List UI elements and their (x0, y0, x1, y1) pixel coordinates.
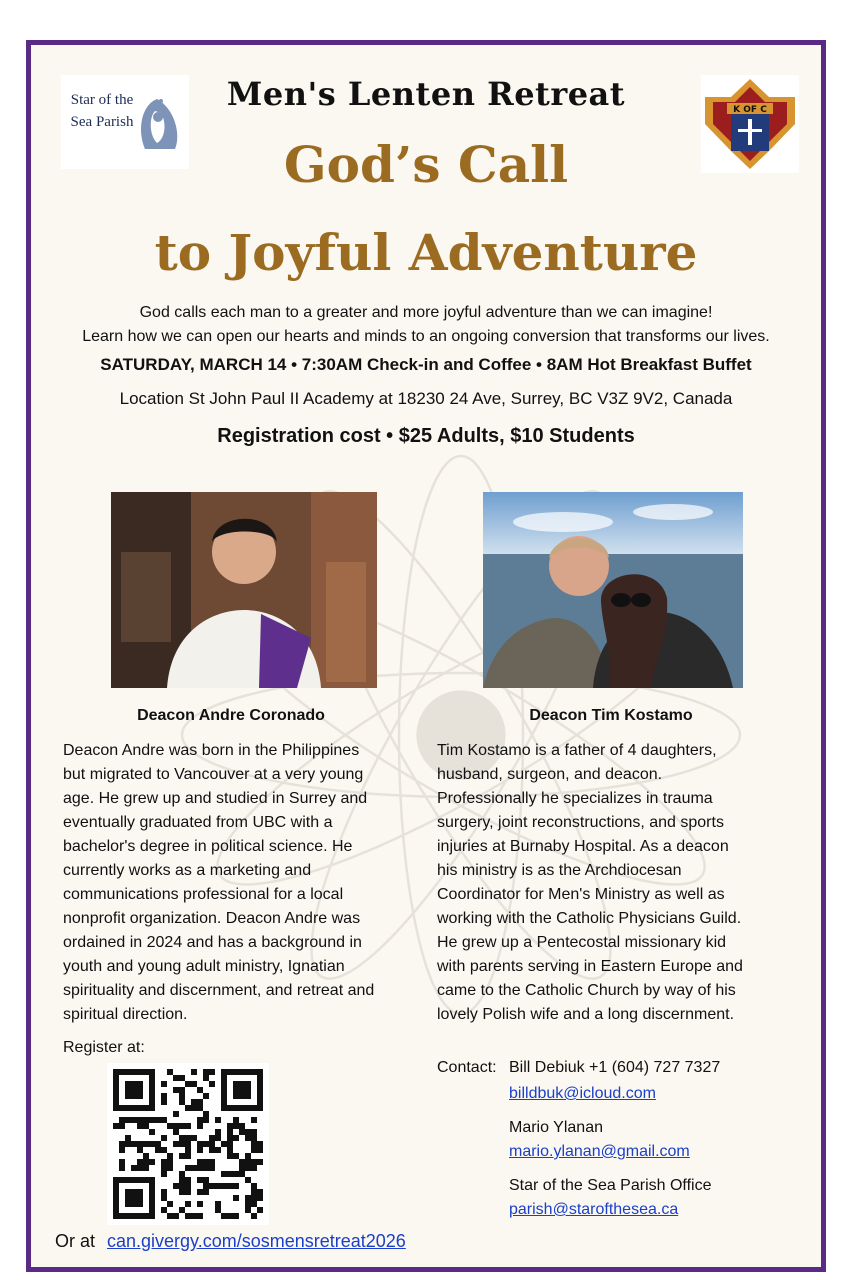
contact-3-name: Star of the Sea Parish Office (509, 1177, 712, 1194)
bio-line: injuries at Burnaby Hospital. As a deacon (437, 838, 729, 855)
contact-1-email-link[interactable]: billdbuk@icloud.com (509, 1085, 656, 1102)
bio-line: He grew up a Pentecostal missionary kid (437, 934, 727, 951)
bio-line: eventually graduated from UBC with a (63, 814, 333, 831)
event-location: Location St John Paul II Academy at 18230 24 Ave, Surrey, BC V3Z 9V2, Canada (119, 389, 733, 408)
photo-tim-kostamo (483, 492, 743, 688)
parish-logo-text: Star of the Sea Parish (70, 92, 134, 130)
speaker-name-andre: Deacon Andre Coronado (137, 707, 325, 724)
bio-line: communications professional for a local (63, 886, 344, 903)
bio-line: age. He grew up and studied in Surrey and (63, 790, 368, 807)
intro-line-2: Learn how we can open our hearts and minds to an ongoing conversion that transforms our lives. (82, 328, 770, 345)
svg-text:K OF C: K OF C (733, 105, 767, 115)
speaker-bio-andre (63, 739, 433, 1027)
bio-line: lovely Polish wife and a long discernment. (437, 1006, 735, 1023)
bio-line: working with the Catholic Physicians Guild. (437, 910, 742, 927)
bio-line: spiritual direction. (63, 1006, 188, 1023)
contact-label: Contact: (437, 1059, 497, 1076)
bio-line: nonprofit organization. Deacon Andre was (63, 910, 361, 927)
qr-code-icon (107, 1063, 269, 1225)
bio-line: Coordinator for Men's Ministry as well as (437, 886, 725, 903)
bio-line: currently works as a marketing and (63, 862, 312, 879)
bio-line: his ministry is as the Archdiocesan (437, 862, 682, 879)
registration-url-link[interactable]: can.givergy.com/sosmensretreat2026 (107, 1231, 406, 1251)
registration-cost: Registration cost • $25 Adults, $10 Students (217, 425, 635, 447)
bio-line: with parents serving in Eastern Europe and (437, 958, 743, 975)
event-date-line: SATURDAY, MARCH 14 • 7:30AM Check-in and Coffee • 8AM Hot Breakfast Buffet (100, 355, 752, 374)
bio-line: but migrated to Vancouver at a very young (63, 766, 364, 783)
contact-3-email-link[interactable]: parish@starofthesea.ca (509, 1201, 679, 1218)
bio-line: spirituality and discernment, and retreat and (63, 982, 375, 999)
retreat-title: Men's Lenten Retreat (226, 75, 626, 113)
subtitle-line-2: to Joyful Adventure (154, 223, 698, 282)
contact-1-name-phone: Bill Debiuk +1 (604) 727 7327 (509, 1059, 721, 1076)
bio-line: Professionally he specializes in trauma (437, 790, 713, 807)
register-label: Register at: (63, 1039, 145, 1056)
speaker-bio-tim (437, 739, 807, 1027)
bio-line: came to the Catholic Church by way of his (437, 982, 736, 999)
bio-line: Deacon Andre was born in the Philippines (63, 742, 360, 759)
contact-2-email-link[interactable]: mario.ylanan@gmail.com (509, 1143, 690, 1160)
bio-line: youth and young adult ministry, Ignatian (63, 958, 345, 975)
bio-line: Tim Kostamo is a father of 4 daughters, (437, 742, 717, 759)
speaker-name-tim: Deacon Tim Kostamo (529, 707, 693, 724)
bio-line: husband, surgeon, and deacon. (437, 766, 663, 783)
bio-line: surgery, joint reconstructions, and sports (437, 814, 724, 831)
registration-qr-code[interactable] (107, 1063, 269, 1225)
bio-line: ordained in 2024 and has a background in (63, 934, 362, 951)
flyer-frame (26, 40, 826, 1272)
contact-2-name: Mario Ylanan (509, 1119, 603, 1136)
or-at-label: Or at (55, 1231, 96, 1251)
subtitle-line-1: God’s Call (283, 135, 569, 194)
photo-andre-coronado (111, 492, 377, 688)
bio-line: bachelor's degree in political science. He (63, 838, 353, 855)
intro-line-1: God calls each man to a greater and more joyful adventure than we can imagine! (139, 304, 713, 321)
